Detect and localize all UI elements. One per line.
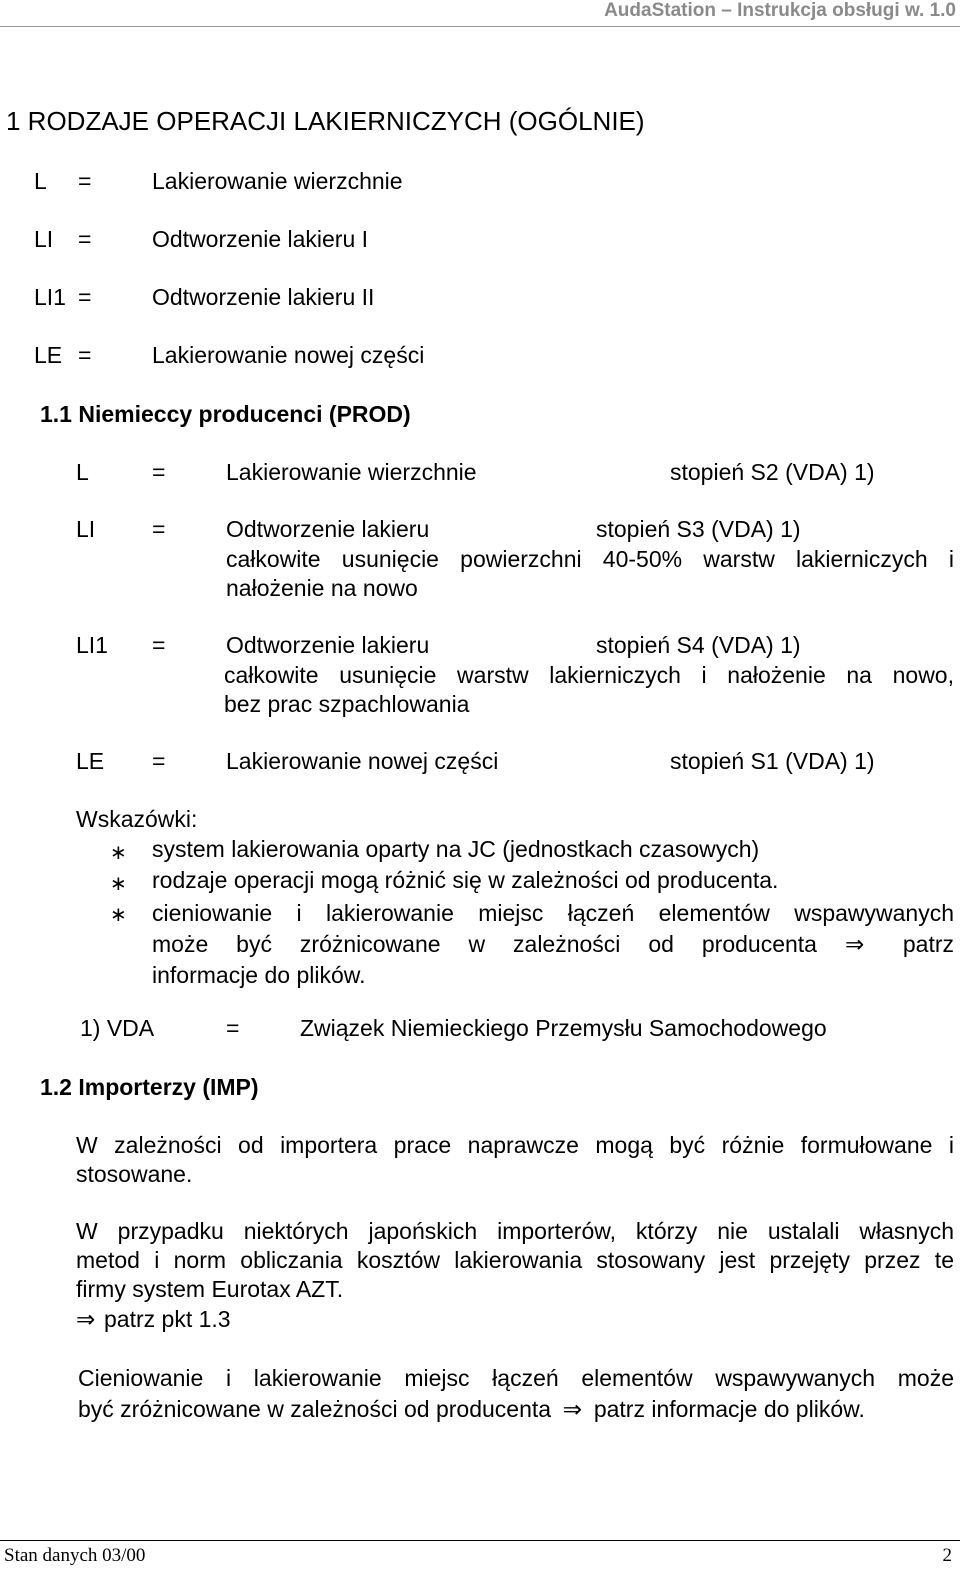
s1-row-1-code: L (34, 168, 47, 194)
s11-row-2-detail-line-2: nałożenie na nowo (226, 575, 418, 601)
footnote-eq: = (226, 1015, 240, 1041)
s1-row-4-eq: = (78, 342, 92, 368)
s11-row-2-detail-line-1: całkowite usunięcie powierzchni 40-50% warstw lakierniczych i (226, 546, 954, 572)
hint-2: rodzaje operacji mogą różnić się w zależności od producenta. (152, 867, 779, 893)
s12-paragraph-1 (76, 1131, 954, 1189)
s11-row-3-desc: Odtworzenie lakieru (226, 632, 430, 658)
hint-3-line-2-text: może być zróżnicowane w zależności od producenta (152, 931, 817, 957)
s12-ref-text: patrz pkt 1.3 (104, 1306, 231, 1332)
s1-row-2-code: LI (34, 226, 54, 252)
hint-3-line-1: cieniowanie i lakierowanie miejsc łączeń elementów wspawywanych (152, 900, 954, 926)
hint-3-line-3: informacje do plików. (152, 962, 366, 988)
s11-row-2-eq: = (152, 516, 166, 542)
s11-row-4-grade: stopień S1 (VDA) 1) (670, 748, 875, 774)
section-1-title: 1 RODZAJE OPERACJI LAKIERNICZYCH (OGÓLNIE) (6, 106, 645, 136)
bullet-icon: ∗ (110, 842, 127, 864)
s12-p3-line-2 (78, 1394, 954, 1425)
s1-row-4-code: LE (34, 342, 63, 368)
s11-row-2-desc: Odtworzenie lakieru (226, 516, 430, 542)
s1-row-3-code: LI1 (34, 284, 66, 310)
arrow-right-icon: ⇒ (844, 931, 865, 957)
hint-1: system lakierowania oparty na JC (jednostkach czasowych) (152, 836, 760, 862)
s11-row-4-code: LE (76, 748, 105, 774)
s12-p2-line-3: firmy system Eurotax AZT. (76, 1276, 344, 1302)
hint-3-line-2-tail: patrz (902, 931, 955, 957)
s1-row-1-desc: Lakierowanie wierzchnie (152, 168, 403, 194)
s1-row-3-desc: Odtworzenie lakieru II (152, 284, 375, 310)
footnote-code: 1) VDA (80, 1015, 155, 1041)
s11-row-3-grade: stopień S4 (VDA) 1) (596, 632, 801, 658)
s11-row-3-code: LI1 (76, 632, 108, 658)
section-1-1-title: 1.1 Niemieccy producenci (PROD) (40, 401, 411, 427)
hint-3-line-2 (152, 929, 954, 960)
s11-row-3-detail-line-1: całkowite usunięcie warstw lakierniczych i nałożenie na nowo, (224, 662, 954, 688)
s11-row-4-desc: Lakierowanie nowej części (226, 748, 499, 774)
s12-p1-line-2: stosowane. (76, 1161, 193, 1187)
bullet-icon: ∗ (110, 873, 127, 895)
header-title: AudaStation – Instrukcja obsługi w. 1.0 (604, 0, 956, 21)
s11-row-1-code: L (76, 459, 89, 485)
s11-row-1-desc: Lakierowanie wierzchnie (226, 459, 477, 485)
header-divider (0, 26, 960, 27)
s11-row-1-eq: = (152, 459, 166, 485)
s1-row-3-eq: = (78, 284, 92, 310)
s12-p2-line-1: W przypadku niektórych japońskich importerów, którzy nie ustalali własnych (76, 1218, 954, 1244)
s1-row-1-eq: = (78, 168, 92, 194)
footnote-desc: Związek Niemieckiego Przemysłu Samochodowego (300, 1015, 827, 1041)
page-number: 2 (942, 1545, 952, 1566)
s12-paragraph-3 (78, 1363, 954, 1425)
s11-row-3-detail-line-2: bez prac szpachlowania (224, 691, 470, 717)
s1-row-2-desc: Odtworzenie lakieru I (152, 226, 369, 252)
arrow-right-icon: ⇒ (562, 1396, 583, 1422)
s11-row-3-detail (224, 661, 954, 719)
s11-row-2-detail (226, 545, 954, 603)
s1-row-2-eq: = (78, 226, 92, 252)
s11-row-2-grade: stopień S3 (VDA) 1) (596, 516, 801, 542)
s1-row-4-desc: Lakierowanie nowej części (152, 342, 425, 368)
s12-p3-line-2-tail: patrz informacje do plików. (593, 1396, 865, 1422)
s12-p1-line-1: W zależności od importera prace naprawcze mogą być różnie formułowane i (76, 1132, 954, 1158)
footer-date: Stan danych 03/00 (4, 1545, 146, 1566)
s12-p3-line-2-text: być zróżnicowane w zależności od producenta (78, 1396, 552, 1422)
s11-row-3-eq: = (152, 632, 166, 658)
arrow-right-icon: ⇒ (76, 1306, 96, 1332)
hints-label: Wskazówki: (76, 806, 198, 832)
s11-row-1-grade: stopień S2 (VDA) 1) (670, 459, 875, 485)
footer-divider (0, 1540, 960, 1541)
bullet-icon: ∗ (110, 904, 127, 926)
s12-paragraph-2 (76, 1217, 954, 1304)
section-1-2-title: 1.2 Importerzy (IMP) (40, 1074, 259, 1100)
s12-ref (76, 1306, 231, 1333)
s12-p3-line-1: Cieniowanie i lakierowanie miejsc łączeń elementów wspawywanych może (78, 1365, 954, 1391)
s12-p2-line-2: metod i norm obliczania kosztów lakierowania stosowany jest przejęty przez te (76, 1247, 954, 1273)
s11-row-4-eq: = (152, 748, 166, 774)
s11-row-2-code: LI (76, 516, 96, 542)
hint-3 (152, 898, 954, 991)
